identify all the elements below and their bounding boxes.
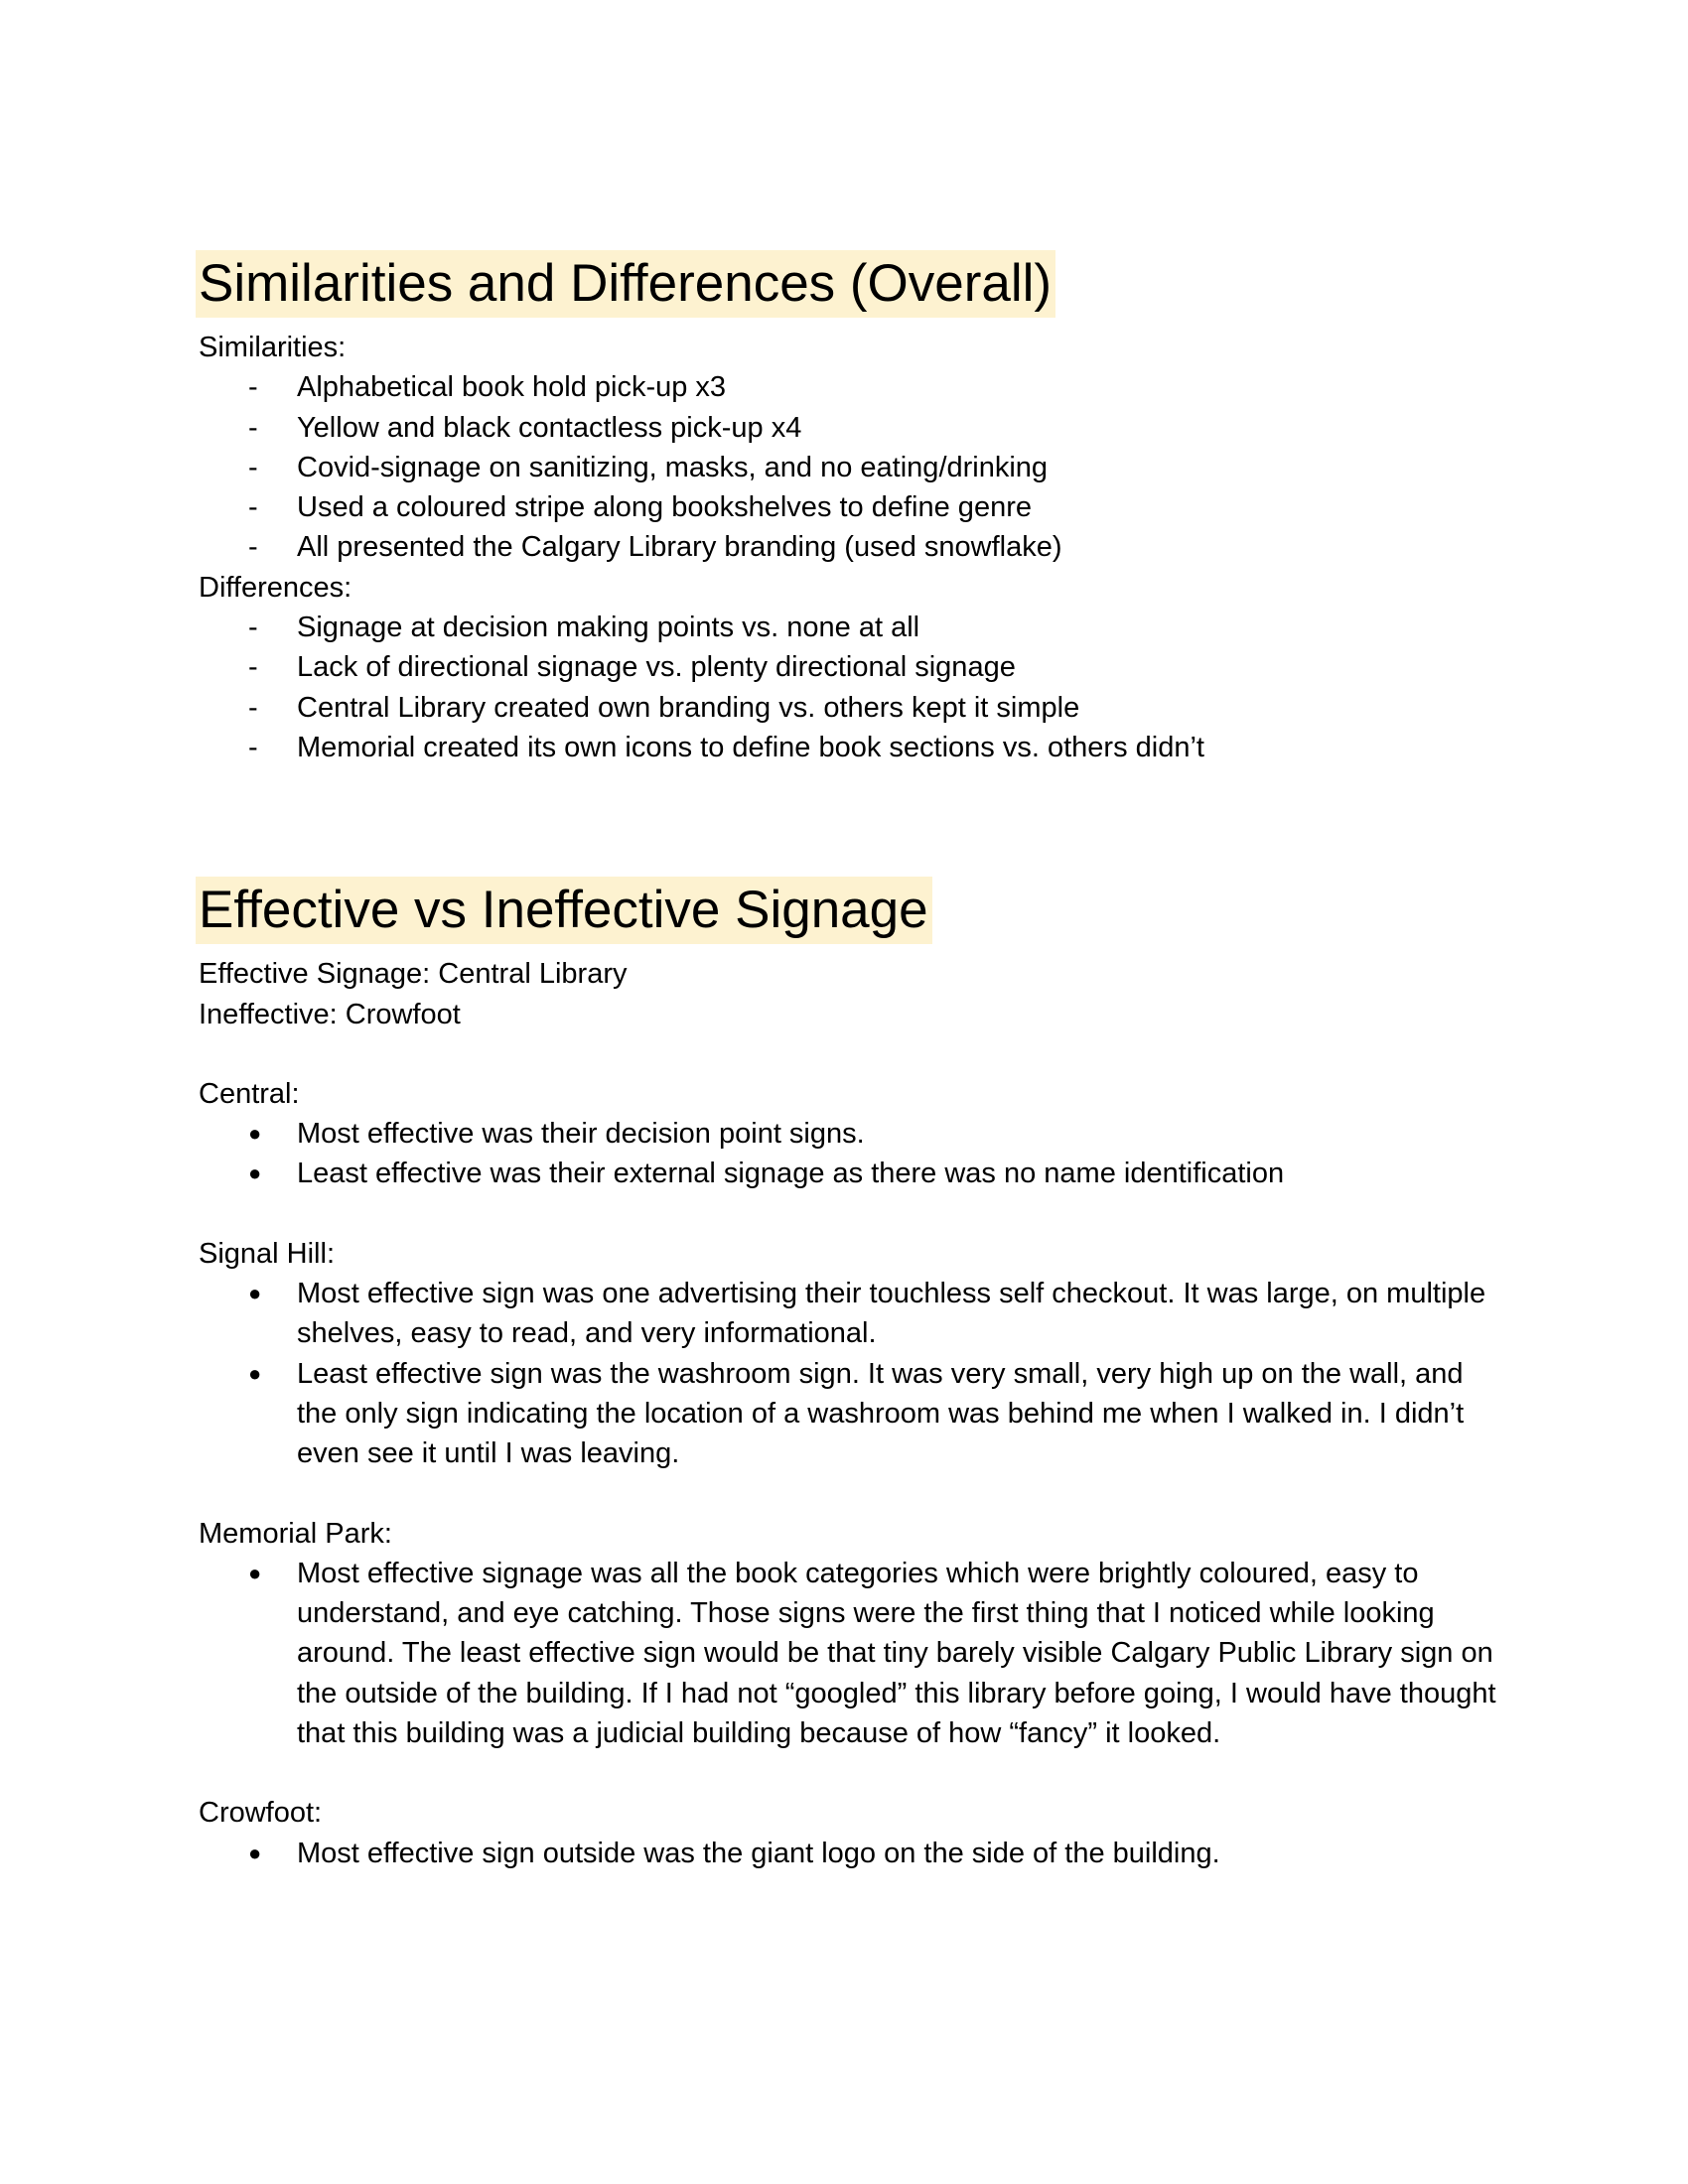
list-item: ● Most effective sign outside was the giant logo on the side of the building. xyxy=(199,1834,1499,1873)
effective-line: Effective Signage: Central Library xyxy=(199,958,628,991)
similarities-list xyxy=(199,367,1499,567)
list-item: - Alphabetical book hold pick-up x3 xyxy=(248,371,727,404)
crowfoot-label: Crowfoot: xyxy=(199,1797,323,1830)
bullet-icon: ● xyxy=(248,1121,262,1147)
list-item: - Memorial created its own icons to define book sections vs. others didn’t xyxy=(248,731,1204,763)
bullet-icon: ● xyxy=(248,1560,262,1585)
central-list xyxy=(199,1114,1499,1194)
list-item: - All presented the Calgary Library branding (used snowflake) xyxy=(248,531,1062,564)
heading-similarities-differences: Similarities and Differences (Overall) xyxy=(196,250,1055,318)
similarities-label: Similarities: xyxy=(199,332,347,363)
central-label: Central: xyxy=(199,1077,300,1110)
memorial-park-list xyxy=(199,1554,1499,1753)
signal-hill-label: Signal Hill: xyxy=(199,1237,335,1270)
bullet-icon: ● xyxy=(248,1360,262,1386)
list-item: ● Most effective was their decision point signs. xyxy=(199,1114,1499,1154)
memorial-park-label: Memorial Park: xyxy=(199,1517,392,1550)
differences-label: Differences: xyxy=(199,571,352,604)
heading-effective-ineffective: Effective vs Ineffective Signage xyxy=(196,877,932,944)
list-item: ● Least effective was their external signage as there was no name identification xyxy=(199,1154,1499,1193)
list-item: - Used a coloured stripe along bookshelves to define genre xyxy=(248,491,1032,524)
signal-hill-list xyxy=(199,1274,1499,1473)
list-item: ● Least effective sign was the washroom sign. It was very small, very high up on the wall, and the only sign indicating the location of a washroom was behind me when I walked in. I didn’t even see it until I was leaving. xyxy=(199,1354,1499,1474)
document-content xyxy=(199,250,1499,1873)
list-item: - Signage at decision making points vs. none at all xyxy=(248,612,920,644)
list-item: - Covid-signage on sanitizing, masks, and no eating/drinking xyxy=(248,451,1049,483)
crowfoot-list xyxy=(199,1834,1499,1873)
differences-list xyxy=(199,608,1499,767)
ineffective-line: Ineffective: Crowfoot xyxy=(199,998,461,1030)
list-item: ● Most effective sign was one advertising their touchless self checkout. It was large, on multiple shelves, easy to read, and very informational. xyxy=(199,1274,1499,1354)
list-item: - Yellow and black contactless pick-up x4 xyxy=(248,411,802,444)
bullet-icon: ● xyxy=(248,1840,262,1865)
list-item: - Lack of directional signage vs. plenty directional signage xyxy=(248,651,1016,684)
list-item: - Central Library created own branding vs. others kept it simple xyxy=(248,691,1080,724)
list-item: ● Most effective signage was all the book categories which were brightly coloured, easy to understand, and eye catching. Those signs were the first thing that I noticed while looking around. The least effective sign would be that tiny barely visible Calgary Public Library sign on the outside of the building. If I had not “googled” this library before going, I would have thought that this building was a judicial building because of how “fancy” it looked. xyxy=(199,1554,1499,1753)
bullet-icon: ● xyxy=(248,1160,262,1186)
bullet-icon: ● xyxy=(248,1281,262,1306)
